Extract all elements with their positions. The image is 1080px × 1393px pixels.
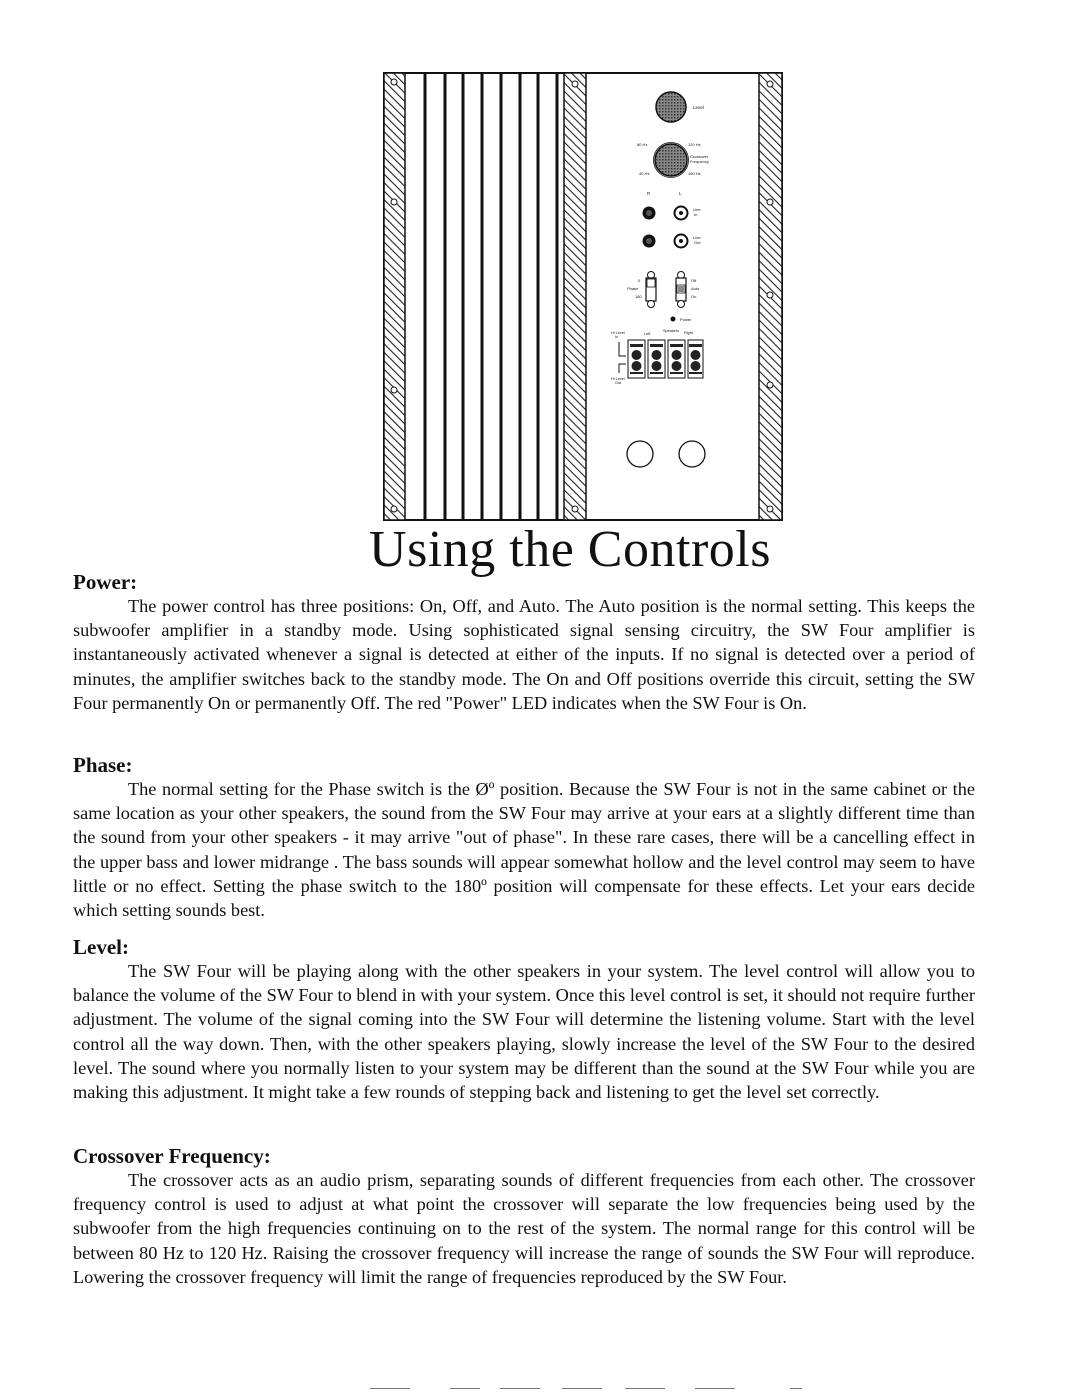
section-heading-level: Level:	[73, 935, 129, 959]
power-led	[671, 317, 676, 322]
svg-text:Hi Level: Hi Level	[611, 331, 625, 335]
svg-text:Line: Line	[693, 207, 701, 212]
svg-text:Off: Off	[691, 278, 697, 283]
left-rail	[384, 73, 405, 520]
section-heading-phase: Phase:	[73, 753, 133, 777]
section-heading-power: Power:	[73, 570, 138, 594]
svg-text:Left: Left	[644, 332, 651, 336]
svg-text:Right: Right	[684, 331, 693, 335]
footer-scan-marks	[300, 1388, 820, 1390]
svg-text:Out: Out	[615, 381, 622, 385]
svg-text:Crossover: Crossover	[690, 154, 709, 159]
section-crossover-frequency	[73, 1144, 975, 1289]
svg-text:160 Hz: 160 Hz	[688, 171, 701, 176]
svg-text:On: On	[691, 294, 697, 299]
svg-text:180: 180	[635, 294, 642, 299]
svg-text:Out: Out	[694, 240, 701, 245]
section-power	[73, 570, 975, 715]
middle-rail	[564, 73, 586, 520]
section-body-power: The power control has three positions: On, Off, and Auto. The Auto position is the normal setting. This keeps the subwoofer amplifier in a standby mode. Using sophisticated signal sensing circuitry, the SW Four amplifier is instantaneously activated whenever a signal is detected at either of the inputs. If no signal is detected over a period of minutes, the amplifier switches back to the standby mode. The On and Off positions override this circuit, setting the SW Four permanently On or permanently Off. The red "Power" LED indicates when the SW Four is On.	[73, 596, 975, 713]
section-heading-crossover: Crossover Frequency:	[73, 1144, 271, 1168]
section-body-level: The SW Four will be playing along with the other speakers in your system. The level control will allow you to balance the volume of the SW Four to blend in with your system. Once this level control is set, it should not require further adjustment. The volume of the signal coming into the SW Four will determine the listening volume. Start with the level control all the way down. Then, with the other speakers playing, slowly increase the level of the SW Four to the desired level. The sound where you normally listen to your system may be different than the sound at the SW Four while you are making this adjustment. It might take a few rounds of stepping back and listening to get the level set correctly.	[73, 961, 975, 1103]
svg-text:120 Hz: 120 Hz	[688, 142, 701, 147]
port-hole-left	[627, 441, 653, 467]
svg-text:Power: Power	[680, 317, 692, 322]
svg-text:Phase: Phase	[627, 286, 639, 291]
svg-text:L: L	[679, 191, 682, 196]
right-rail	[759, 73, 782, 520]
svg-text:In: In	[615, 335, 619, 339]
page-title: Using the Controls	[369, 521, 771, 578]
svg-text:Hi Level: Hi Level	[611, 377, 625, 381]
subwoofer-rear-panel-diagram	[383, 72, 783, 521]
section-phase	[73, 753, 975, 922]
crossover-knob	[655, 144, 687, 176]
svg-text:Auto: Auto	[691, 286, 700, 291]
svg-text:In: In	[694, 212, 698, 217]
svg-text:80 Hz: 80 Hz	[637, 142, 648, 147]
svg-text:40 Hz: 40 Hz	[639, 171, 650, 176]
svg-text:Level: Level	[693, 105, 704, 110]
svg-text:Line: Line	[693, 235, 701, 240]
section-body-phase: The normal setting for the Phase switch is the Øº position. Because the SW Four is not in the same cabinet or the same location as your other speakers, the sound from the SW Four may arrive at your ears at a slightly different time than the sound from your other speakers - it may arrive "out of phase". In these rare cases, there will be a cancelling effect in the upper bass and lower midrange . The bass sounds will appear somewhat hollow and the level control may seem to have little or no effect. Setting the phase switch to the 180º position will compensate for these effects. Let your ears decide which setting sounds best.	[73, 779, 975, 921]
svg-text:0: 0	[638, 278, 641, 283]
svg-text:R: R	[647, 191, 651, 196]
svg-text:Frequency: Frequency	[690, 159, 709, 164]
level-knob	[656, 92, 686, 122]
section-level	[73, 935, 975, 1104]
port-hole-right	[679, 441, 705, 467]
section-body-crossover: The crossover acts as an audio prism, separating sounds of different frequencies from each other. The crossover frequency control is used to adjust at what point the crossover will separate the low frequencies being used by the subwoofer from the high frequencies continuing on to the rest of the system. The normal range for this control will be between 80 Hz to 120 Hz. Raising the crossover frequency will increase the range of sounds the SW Four will reproduce. Lowering the crossover frequency will limit the range of frequencies reproduced by the SW Four.	[73, 1170, 975, 1287]
svg-text:Speakers: Speakers	[663, 329, 680, 333]
